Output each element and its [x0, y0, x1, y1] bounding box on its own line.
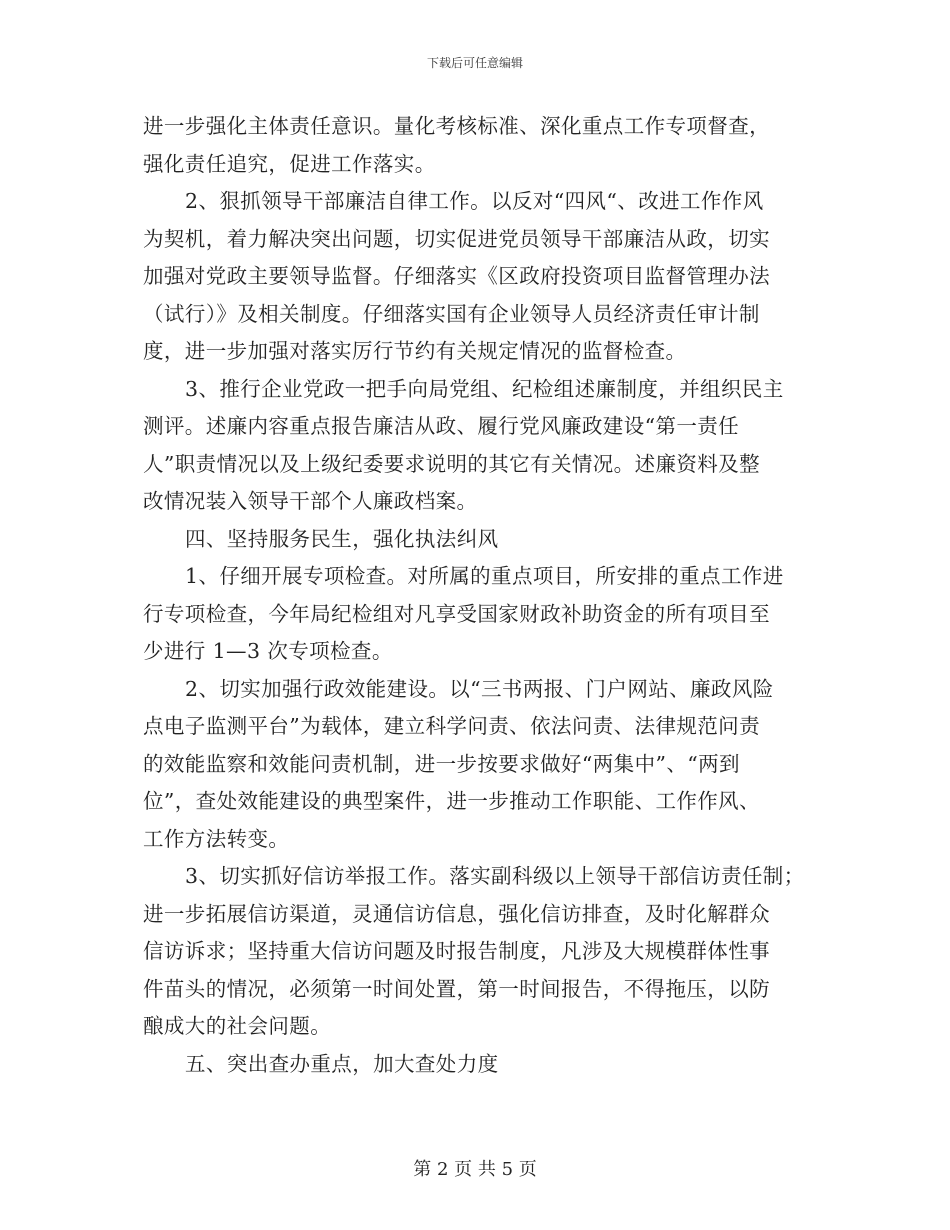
page-footer: 第 2 页 共 5 页: [413, 1159, 537, 1180]
text-line: 3、切实抓好信访举报工作。落实副科级以上领导干部信访责任制；: [185, 864, 805, 888]
text-line: 件苗头的情况，必须第一时间处置，第一时间报告，不得拖压，以防: [143, 976, 770, 1001]
text-line: 行专项检查，今年局纪检组对凡享受国家财政补助资金的所有项目至: [143, 601, 770, 626]
page-header: 下载后可任意编辑: [426, 56, 523, 70]
text-line: 酿成大的社会问题。: [143, 1014, 332, 1038]
text-line: 度，进一步加强对落实厉行节约有关规定情况的监督检查。: [143, 339, 687, 363]
text-line: 强化责任追究，促进工作落实。: [143, 151, 436, 176]
text-line: 五、突出查办重点，加大查处力度: [185, 1051, 499, 1076]
text-line: 少进行 1—3 次专项检查。: [143, 639, 393, 663]
text-line: 1、仔细开展专项检查。对所属的重点项目，所安排的重点工作进: [185, 564, 784, 588]
text-line: 测评。述廉内容重点报告廉洁从政、履行党风廉政建设“第一责任: [143, 414, 740, 438]
text-line: 加强对党政主要领导监督。仔细落实《区政府投资项目监督管理办法: [143, 264, 770, 288]
text-line: 位”，查处效能建设的典型案件，进一步推动工作职能、工作作风、: [143, 789, 760, 813]
text-line: 3、推行企业党政一把手向局党组、纪检组述廉制度，并组织民主: [185, 376, 784, 401]
text-line: 工作方法转变。: [143, 826, 290, 851]
document-body: [143, 108, 833, 1083]
text-line: （试行）》及相关制度。仔细落实国有企业领导人员经济责任审计制: [143, 301, 760, 326]
text-line: 2、切实加强行政效能建设。以“三书两报、门户网站、廉政风险: [185, 676, 774, 701]
text-line: 为契机，着力解决突出问题，切实促进党员领导干部廉洁从政，切实: [143, 226, 770, 251]
text-line: 的效能监察和效能问责机制，进一步按要求做好“两集中”、“两到: [143, 751, 740, 776]
text-line: 四、坚持服务民生，强化执法纠风: [185, 526, 499, 551]
text-line: 2、狠抓领导干部廉洁自律工作。以反对“四风“、改进工作作风: [185, 189, 764, 213]
text-line: 改情况装入领导干部个人廉政档案。: [143, 489, 478, 513]
text-line: 人”职责情况以及上级纪委要求说明的其它有关情况。述廉资料及整: [143, 451, 760, 476]
text-line: 点电子监测平台”为载体，建立科学问责、依法问责、法律规范问责: [143, 714, 760, 738]
text-line: 信访诉求；坚持重大信访问题及时报告制度，凡涉及大规模群体性事: [143, 939, 770, 963]
text-line: 进一步强化主体责任意识。量化考核标准、深化重点工作专项督查，: [143, 114, 770, 138]
text-line: 进一步拓展信访渠道，灵通信访信息，强化信访排查，及时化解群众: [143, 901, 770, 926]
